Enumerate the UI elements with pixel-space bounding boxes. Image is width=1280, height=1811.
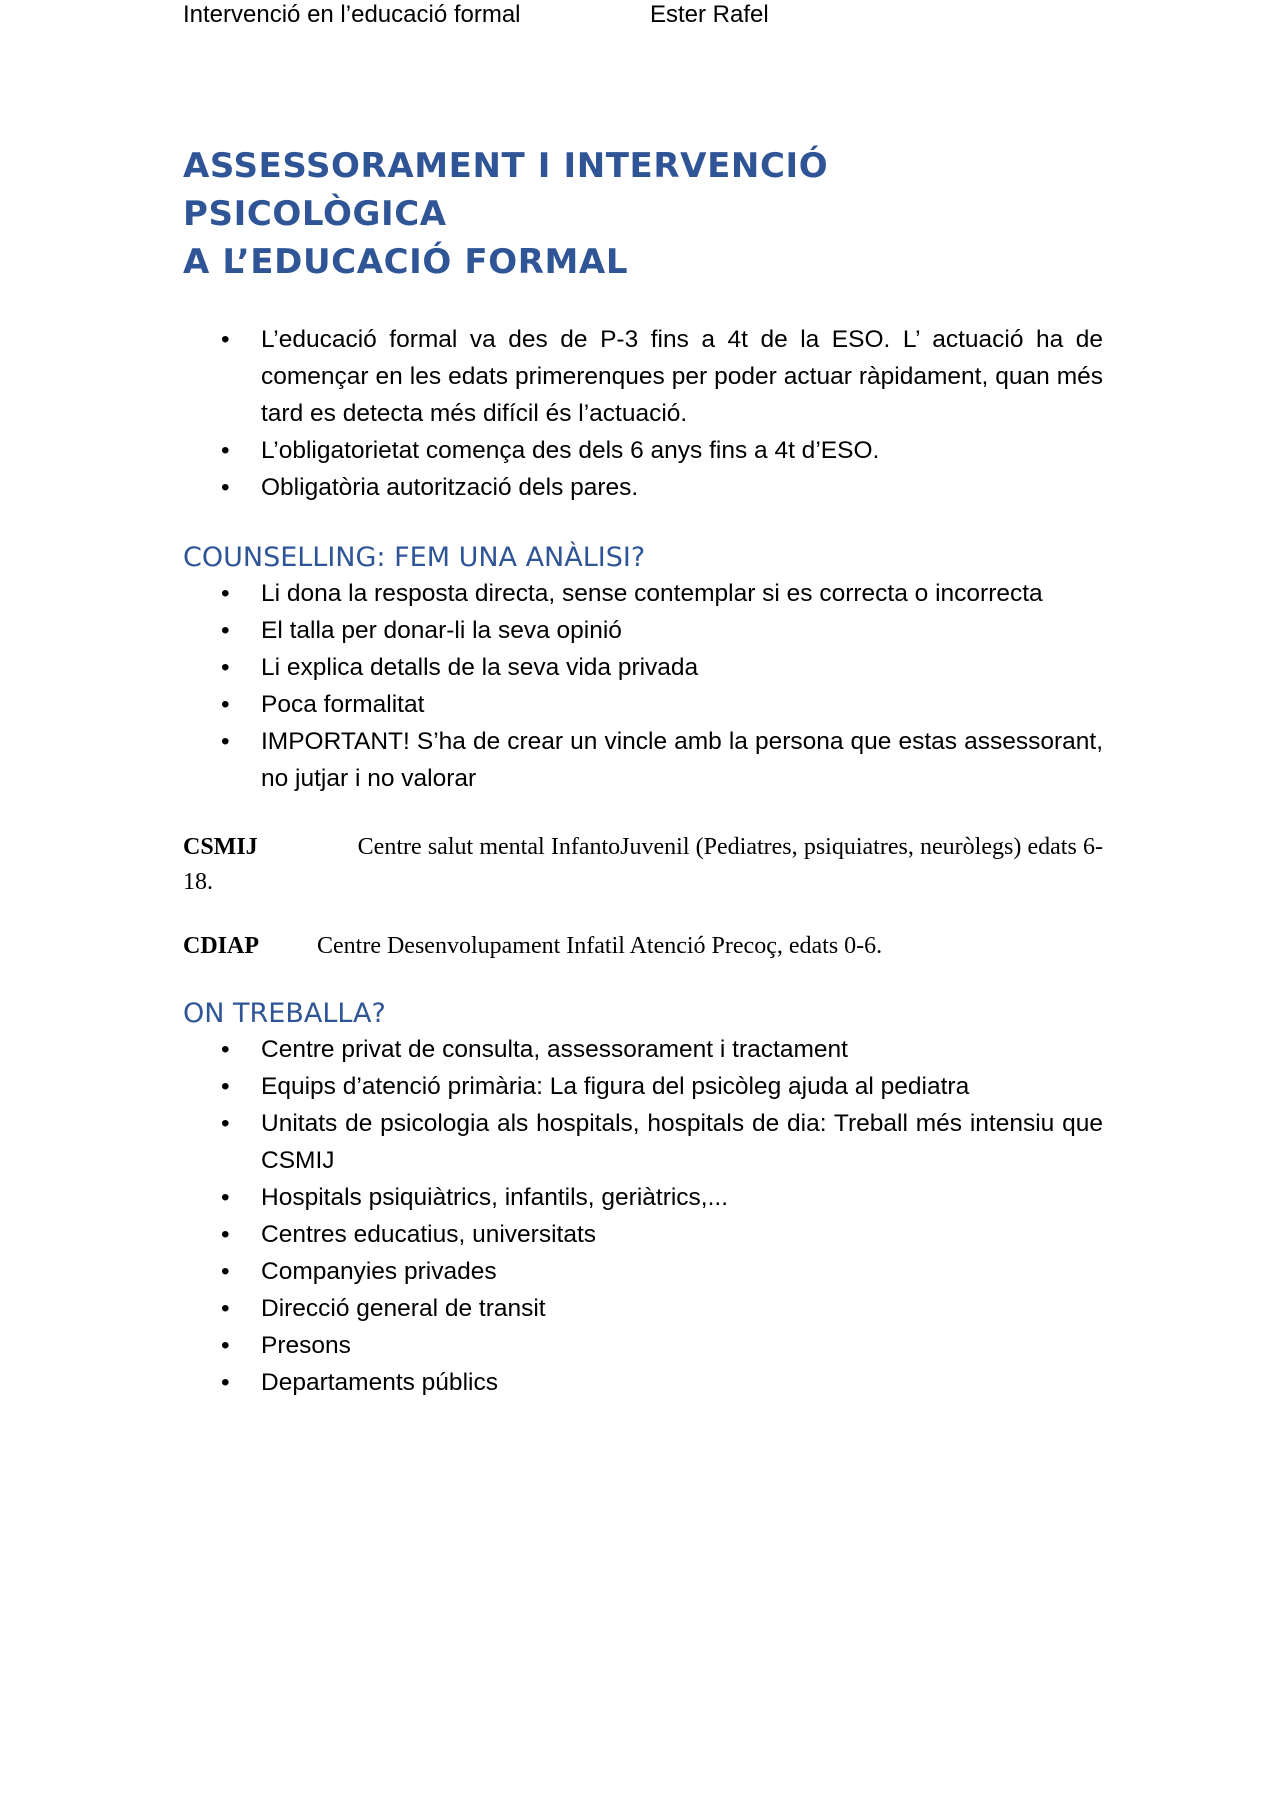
definition-term: CDIAP (183, 933, 259, 959)
list-item: • Centres educatius, universitats (183, 1216, 1103, 1253)
list-item: • Li dona la resposta directa, sense contemplar si es correcta o incorrecta (183, 575, 1103, 612)
intro-list (183, 321, 1103, 506)
counselling-list (183, 575, 1103, 797)
header-left: Intervenció en l’educació formal (183, 1, 521, 28)
list-item: • Presons (183, 1327, 1103, 1364)
list-item: • Unitats de psicologia als hospitals, hospitals de dia: Treball més intensiu que CSMIJ (183, 1105, 1103, 1179)
definition-text: Centre salut mental InfantoJuvenil (Pediatres, psiquiatres, neuròlegs) edats 6-18. (183, 834, 1103, 895)
definition-text: Centre Desenvolupament Infatil Atenció Precoç, edats 0-6. (317, 933, 883, 959)
list-item: • L’educació formal va des de P-3 fins a 4t de la ESO. L’ actuació ha de començar en les edats primerenques per poder actuar ràpidament, quan més tard es detecta més difícil és l’actuació. (183, 321, 1103, 432)
list-item: • L’obligatorietat comença des dels 6 anys fins a 4t d’ESO. (183, 432, 1103, 469)
list-item: • El talla per donar-li la seva opinió (183, 612, 1103, 649)
page-title (183, 142, 1103, 286)
definition-term: CSMIJ (183, 834, 258, 860)
list-item: • Hospitals psiquiàtrics, infantils, geriàtrics,... (183, 1179, 1103, 1216)
header-right: Ester Rafel (650, 1, 769, 28)
definition-csmij (183, 830, 1103, 900)
list-item: • Li explica detalls de la seva vida privada (183, 649, 1103, 686)
list-item: • Poca formalitat (183, 686, 1103, 723)
list-item: • Companyies privades (183, 1253, 1103, 1290)
on-treballa-list (183, 1031, 1103, 1401)
list-item: • Equips d’atenció primària: La figura del psicòleg ajuda al pediatra (183, 1068, 1103, 1105)
on-treballa-heading: ON TREBALLA? (183, 998, 386, 1029)
list-item: • IMPORTANT! S’ha de crear un vincle amb la persona que estas assessorant, no jutjar i no valorar (183, 723, 1103, 797)
counselling-heading: COUNSELLING: FEM UNA ANÀLISI? (183, 542, 646, 573)
list-item: • Direcció general de transit (183, 1290, 1103, 1327)
list-item: • Centre privat de consulta, assessorament i tractament (183, 1031, 1103, 1068)
document-body (183, 142, 1103, 1401)
title-line-2: A L’EDUCACIÓ FORMAL (183, 242, 629, 282)
list-item: • Departaments públics (183, 1364, 1103, 1401)
definition-cdiap (183, 929, 1103, 964)
list-item: • Obligatòria autorització dels pares. (183, 469, 1103, 506)
title-line-1: ASSESSORAMENT I INTERVENCIÓ PSICOLÒGICA (183, 146, 829, 234)
